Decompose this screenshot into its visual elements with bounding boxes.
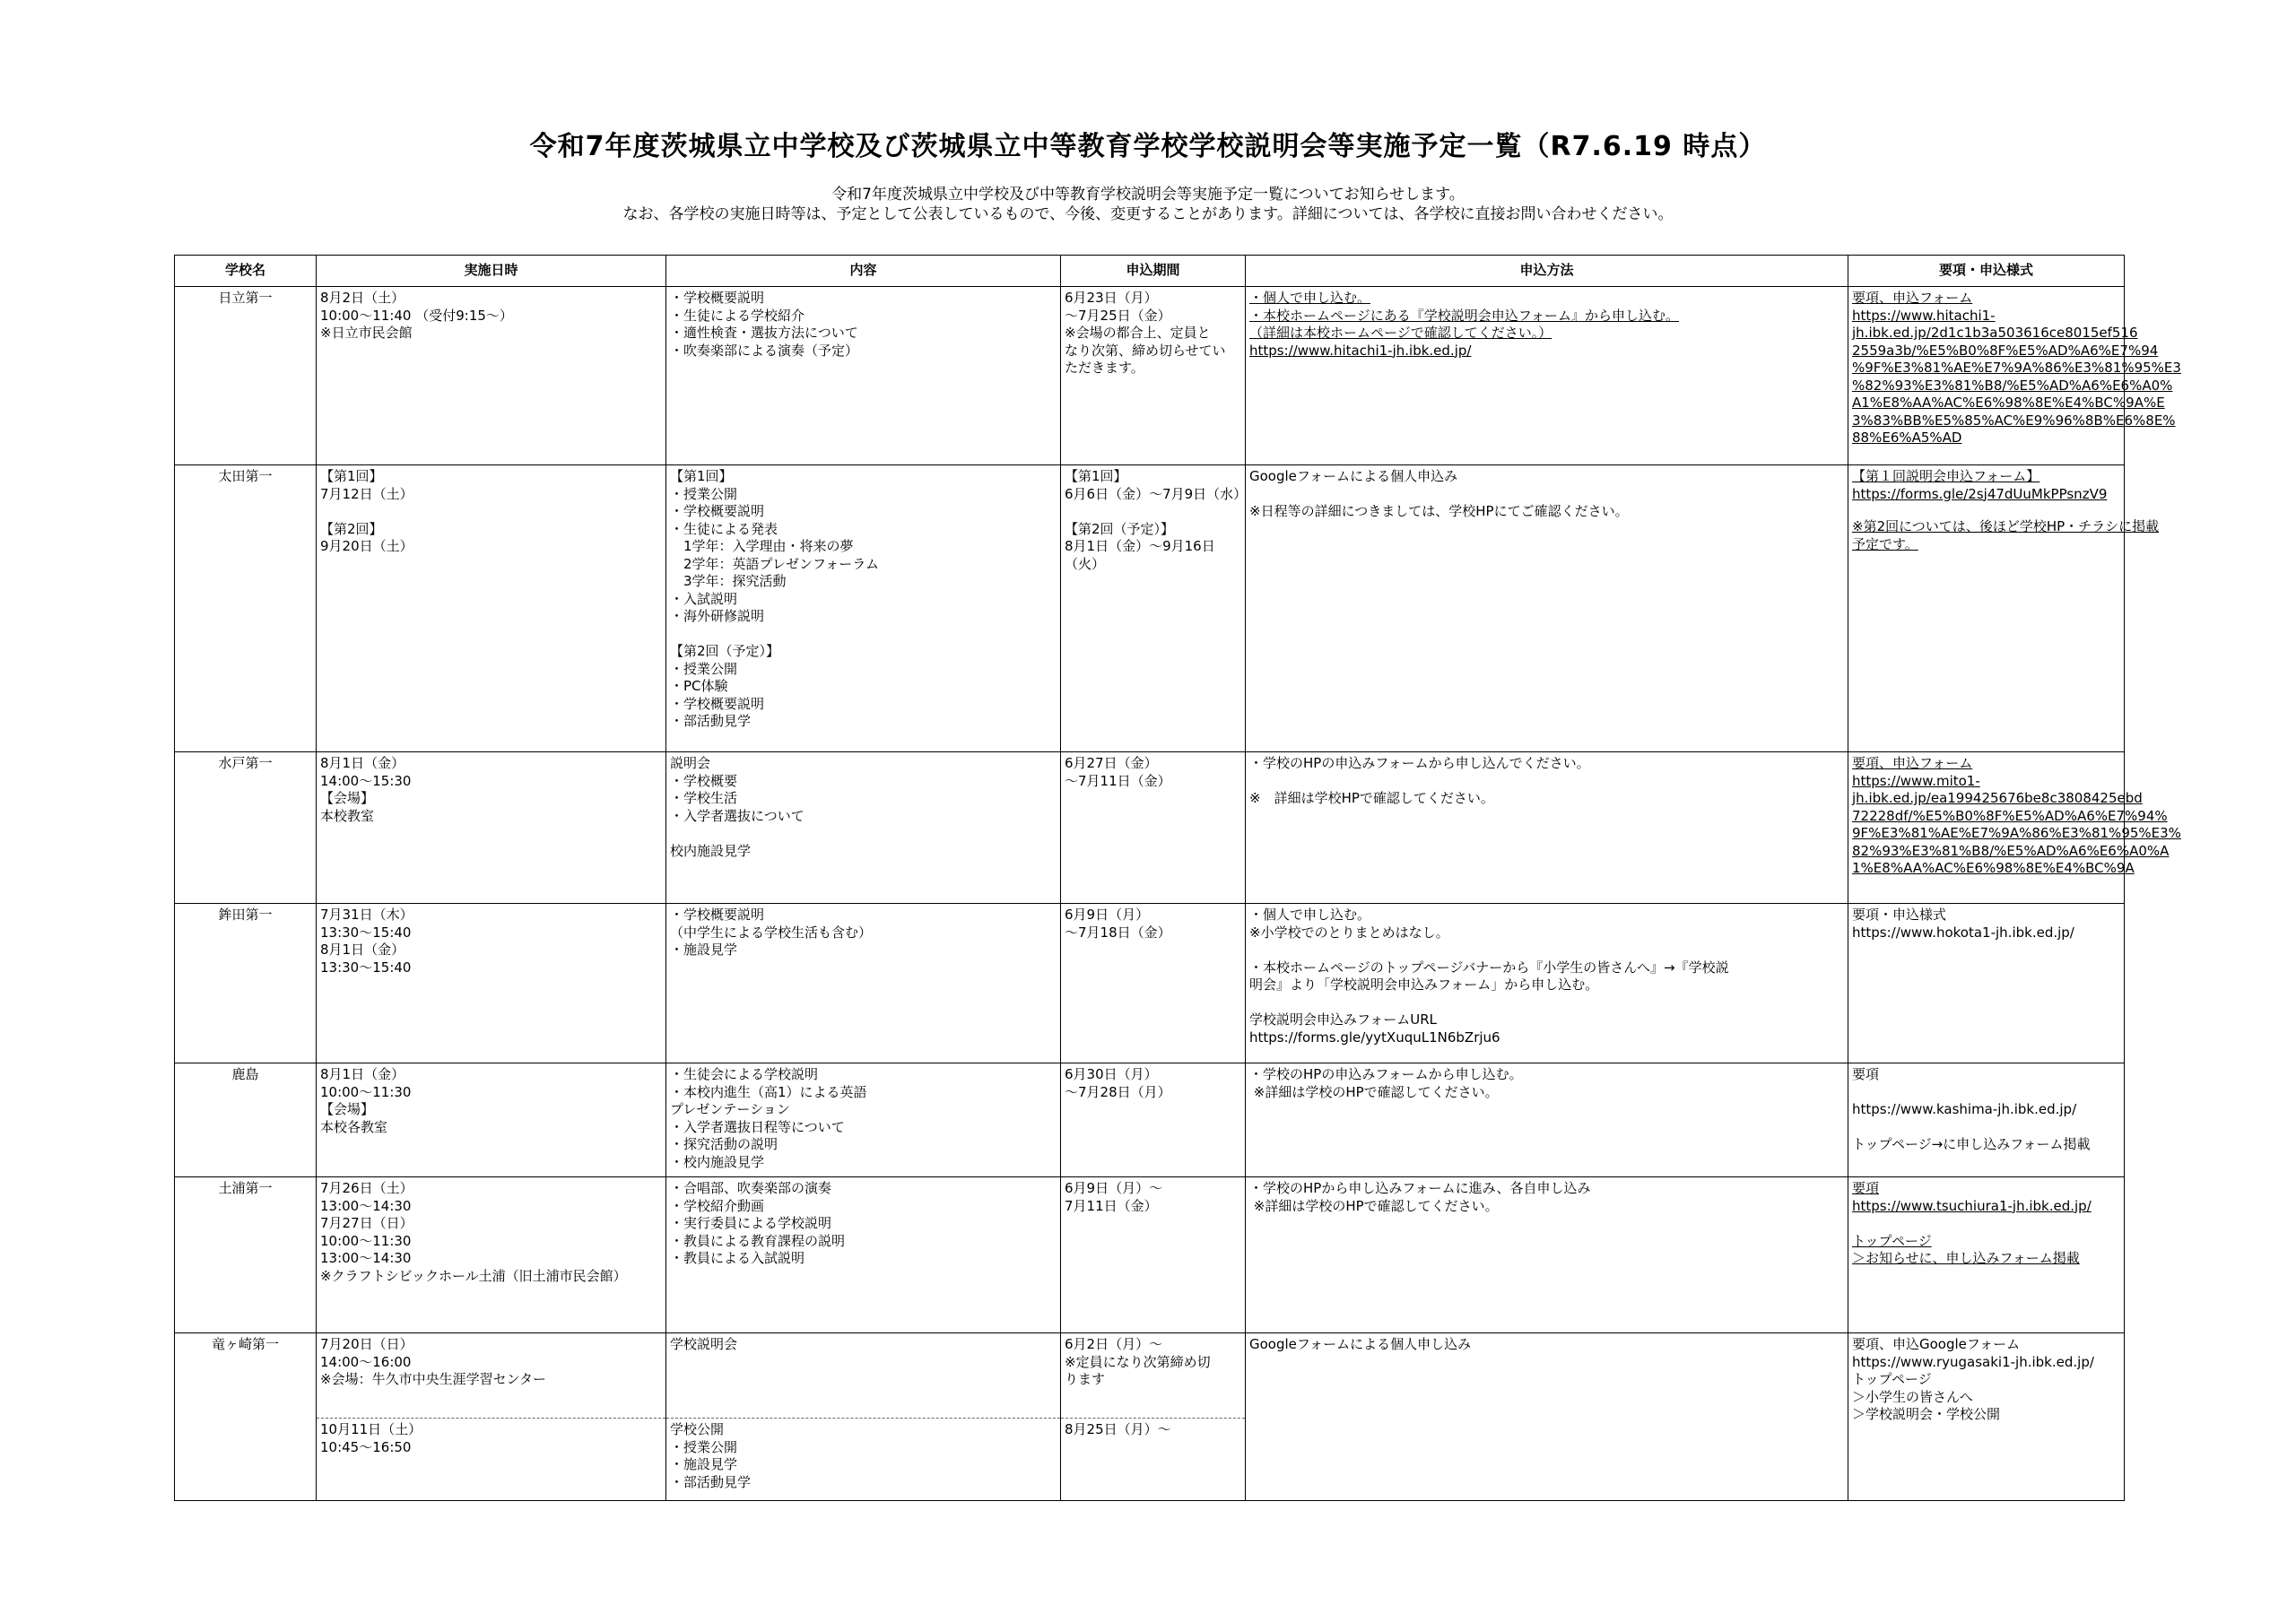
cell-text-line: 要項・申込様式 xyxy=(1852,907,1947,923)
table-row xyxy=(175,1177,2125,1333)
table-row xyxy=(175,287,2125,465)
cell-text-line: ・個人で申し込む。 xyxy=(1249,290,1371,306)
cell-text-line: 【第1回】 xyxy=(320,468,383,484)
cell-text-line: A1%E8%AA%AC%E6%98%8E%E4%BC%9A%E xyxy=(1852,395,2165,411)
cell-text-line: 【第2回（予定）】 xyxy=(1065,520,1175,537)
cell-text-line: 7月12日（土） xyxy=(320,485,413,502)
cell-text-line: ・入学者選抜日程等について xyxy=(670,1118,845,1135)
cell-text-line: 3学年：探究活動 xyxy=(670,573,787,589)
forms-cell xyxy=(1848,287,2181,465)
cell-text-line: 13:00～14:30 xyxy=(320,1197,412,1214)
cell-text-line: ・学校概要 xyxy=(670,772,738,789)
cell-text-line: jh.ibk.ed.jp/2d1c1b3a503616ce8015ef516 xyxy=(1852,325,2138,341)
cell-text-line: Googleフォームによる個人申し込み xyxy=(1249,1336,1472,1352)
method-cell xyxy=(1246,1333,1848,1501)
cell-text-line: 要項 xyxy=(1852,1180,1880,1196)
school-name: 日立第一 xyxy=(175,287,317,465)
method-cell xyxy=(1246,287,1848,465)
cell-text-line: ・学校のHPから申し込みフォームに進み、各自申し込み xyxy=(1249,1180,1591,1196)
cell-text-line: 8月1日（金） xyxy=(320,755,405,771)
cell-text-line: %9F%E3%81%AE%E7%9A%86%E3%81%95%E3 xyxy=(1852,360,2181,376)
header-row xyxy=(175,256,2125,287)
cell-text-line: （詳細は本校ホームページで確認してください。） xyxy=(1249,325,1552,341)
cell-text-line: 9F%E3%81%AE%E7%9A%86%E3%81%95%E3% xyxy=(1852,825,2181,841)
cell-text-line: 【会場】 xyxy=(320,790,375,806)
datetime-cell xyxy=(317,1333,666,1501)
cell-text-line: ・学校生活 xyxy=(670,790,738,806)
cell-text-line: ・授業公開 xyxy=(670,1438,738,1455)
cell-text-line: ※日立市民会館 xyxy=(320,325,413,341)
cell-text-line: ・校内施設見学 xyxy=(670,1153,765,1170)
school-name: 鉾田第一 xyxy=(175,904,317,1063)
cell-text-line: %82%93%E3%81%B8/%E5%AD%A6%E6%A0% xyxy=(1852,377,2173,394)
intro-line: 令和7年度茨城県立中学校及び中等教育学校説明会等実施予定一覧についてお知らせします。 xyxy=(831,186,1465,204)
cell-text-line: ・教員による入試説明 xyxy=(670,1250,805,1266)
url-link[interactable]: https://www.mito1- xyxy=(1852,772,1980,789)
cell-text-line xyxy=(1852,1215,2120,1233)
cell-text-line: ～7月25日（金） xyxy=(1065,307,1171,324)
forms-cell xyxy=(1848,465,2160,752)
intro-line: なお、各学校の実施日時等は、予定として公表しているもので、今後、変更することがあります。詳細については、各学校に直接お問い合わせください。 xyxy=(622,205,1674,223)
cell-text-line: ・合唱部、吹奏楽部の演奏 xyxy=(670,1180,832,1196)
cell-text-line: jh.ibk.ed.jp/ea199425676be8c3808425ebd xyxy=(1852,790,2143,806)
cell-text-line: ※ 詳細は学校HPで確認してください。 xyxy=(1249,790,1494,806)
cell-text-line: 7月27日（日） xyxy=(320,1215,413,1231)
cell-text-line: ・学校のHPの申込みフォームから申し込む。 xyxy=(1249,1066,1523,1082)
period-cell xyxy=(1061,1177,1246,1333)
period-cell xyxy=(1061,904,1246,1063)
cell-text-line: トップページ xyxy=(1852,1371,1932,1387)
datetime-cell xyxy=(317,465,666,752)
datetime-cell xyxy=(317,1177,666,1333)
cell-text-line: 14:00～16:00 xyxy=(320,1353,412,1370)
cell-text-line: ・施設見学 xyxy=(670,1456,738,1472)
school-name: 土浦第一 xyxy=(175,1177,317,1333)
cell-text-line xyxy=(670,825,1057,843)
cell-text-line: ※日程等の詳細につきましては、学校HPにてご確認ください。 xyxy=(1249,503,1629,519)
cell-text-line xyxy=(1852,1119,2120,1137)
cell-text-line: ・授業公開 xyxy=(670,485,738,502)
cell-text-line: 【第2回】 xyxy=(320,520,383,537)
method-cell xyxy=(1246,1063,1848,1177)
cell-text-line: 6月9日（月） xyxy=(1065,907,1150,923)
cell-text-line: ※詳細は学校のHPで確認してください。 xyxy=(1249,1197,1499,1214)
cell-text-line: 1%E8%AA%AC%E6%98%8E%E4%BC%9A xyxy=(1852,860,2135,876)
datetime-cell xyxy=(317,752,666,904)
cell-text-line: 要項 xyxy=(1852,1066,1880,1082)
table-row xyxy=(175,752,2125,904)
cell-text-line: 【会場】 xyxy=(320,1101,375,1117)
cell-text-line xyxy=(1852,503,2120,518)
cell-text-line: 13:30～15:40 xyxy=(320,959,412,976)
table-row xyxy=(175,465,2125,752)
cell-text-line: ※小学校でのとりまとめはなし。 xyxy=(1249,924,1449,941)
cell-text-line: 本校教室 xyxy=(320,807,375,824)
cell-text-line: ・探究活動の説明 xyxy=(670,1136,778,1152)
url-link[interactable]: https://www.hokota1-jh.ibk.ed.jp/ xyxy=(1852,924,2074,941)
method-cell xyxy=(1246,752,1848,904)
cell-text-line: 【第2回（予定）】 xyxy=(670,643,780,659)
cell-text-line: 7月11日（金） xyxy=(1065,1197,1158,1214)
cell-text-line: ・学校概要説明 xyxy=(670,907,765,923)
url-link[interactable]: https://www.ryugasaki1-jh.ibk.ed.jp/ xyxy=(1852,1353,2094,1370)
cell-text-line: 【第1回】 xyxy=(1065,468,1127,484)
cell-text-line xyxy=(320,503,662,521)
method-cell xyxy=(1246,904,1848,1063)
cell-text-line xyxy=(1065,503,1241,521)
header-method: 申込方法 xyxy=(1246,256,1848,287)
cell-text-line: ・部活動見学 xyxy=(670,713,752,729)
cell-text-line: 6月23日（月） xyxy=(1065,290,1158,306)
table-row xyxy=(175,904,2125,1063)
school-name: 太田第一 xyxy=(175,465,317,752)
cell-text-line: 予定です。 xyxy=(1852,535,1918,552)
cell-text-line: ※会場の都合上、定員と xyxy=(1065,325,1211,341)
cell-text-line: 10月11日（土） xyxy=(320,1421,422,1437)
header-school: 学校名 xyxy=(175,256,317,287)
header-content: 内容 xyxy=(666,256,1061,287)
cell-text-line: 10:00～11:30 xyxy=(320,1083,412,1100)
cell-text-line: 明会』より「学校説明会申込みフォーム」から申し込む。 xyxy=(1249,976,1599,993)
cell-text-line: 13:30～15:40 xyxy=(320,924,412,941)
cell-text-line: ・本校内進生（高1）による英語 xyxy=(670,1083,867,1100)
cell-text-line: トップページ xyxy=(1852,1232,1932,1249)
forms-cell xyxy=(1848,904,2125,1063)
forms-cell xyxy=(1848,1333,2125,1501)
cell-text-line: （中学生による学校生活も含む） xyxy=(670,924,873,941)
cell-text-line: 10:00～11:30 xyxy=(320,1232,412,1249)
cell-text-line: 10:45～16:50 xyxy=(320,1438,412,1455)
cell-text-line: 学校説明会 xyxy=(670,1336,738,1352)
cell-text-line: 要項、申込Googleフォーム xyxy=(1852,1336,2021,1352)
cell-text-line: ＞小学生の皆さんへ xyxy=(1852,1388,1973,1405)
cell-text-line: 7月26日（土） xyxy=(320,1180,413,1196)
cell-text-line: ・部活動見学 xyxy=(670,1473,752,1490)
cell-text-line: 【第1回】 xyxy=(670,468,733,484)
cell-text-line: ・学校のHPの申込みフォームから申し込んでください。 xyxy=(1249,755,1590,771)
cell-text-line: ・生徒による学校紹介 xyxy=(670,307,805,324)
cell-text-line: トップページ→に申し込みフォーム掲載 xyxy=(1852,1136,2091,1152)
content-cell xyxy=(666,1333,1061,1501)
cell-text-line: ります xyxy=(1065,1371,1106,1387)
forms-cell xyxy=(1848,1063,2125,1177)
cell-text-line: 8月25日（月）～ xyxy=(1065,1421,1171,1437)
cell-text-line: ・生徒による発表 xyxy=(670,520,778,537)
cell-text-line: Googleフォームによる個人申込み xyxy=(1249,468,1458,484)
cell-text-line: 8月1日（金） xyxy=(320,1066,405,1082)
url-link[interactable]: https://www.hitachi1-jh.ibk.ed.jp/ xyxy=(1249,342,1472,359)
period-cell xyxy=(1061,1063,1246,1177)
school-name: 鹿島 xyxy=(175,1063,317,1177)
datetime-cell xyxy=(317,287,666,465)
cell-text-line: 6月2日（月）～ xyxy=(1065,1336,1163,1352)
cell-text-line: ・生徒会による学校説明 xyxy=(670,1066,819,1082)
school-name: 水戸第一 xyxy=(175,752,317,904)
cell-text-line: ～7月28日（月） xyxy=(1065,1083,1171,1100)
cell-text-line: ※クラフトシビックホール土浦（旧土浦市民会館） xyxy=(320,1267,627,1284)
header-datetime: 実施日時 xyxy=(317,256,666,287)
cell-text-line: 学校説明会申込みフォームURL xyxy=(1249,1011,1438,1028)
cell-text-line: 8月1日（金）～9月16日 xyxy=(1065,538,1215,554)
cell-text-line: ・教員による教育課程の説明 xyxy=(670,1232,846,1249)
cell-text-line: 本校各教室 xyxy=(320,1118,388,1135)
schedule-table xyxy=(174,255,2181,1501)
url-link[interactable]: https://www.hitachi1- xyxy=(1852,307,1996,324)
url-link[interactable]: https://www.kashima-jh.ibk.ed.jp/ xyxy=(1852,1101,2077,1117)
cell-text-line: ～7月18日（金） xyxy=(1065,924,1171,941)
method-cell xyxy=(1246,465,1848,752)
cell-text-line: 学校公開 xyxy=(670,1421,725,1437)
cell-text-line: 7月20日（日） xyxy=(320,1336,413,1352)
cell-text-line: 8月1日（金） xyxy=(320,942,405,958)
cell-text-line: 13:00～14:30 xyxy=(320,1250,412,1266)
cell-text-line xyxy=(1852,1084,2120,1102)
cell-text-line: 6月30日（月） xyxy=(1065,1066,1158,1082)
cell-text-line: ・学校概要説明 xyxy=(670,503,765,519)
period-cell xyxy=(1061,1333,1246,1501)
cell-text-line: ＞学校説明会・学校公開 xyxy=(1852,1406,2001,1422)
cell-text-line: ・実行委員による学校説明 xyxy=(670,1215,832,1231)
cell-text-line: 6月27日（金） xyxy=(1065,755,1158,771)
cell-text-line: 8月2日（土） xyxy=(320,290,405,306)
table-row xyxy=(175,1333,2125,1501)
forms-cell xyxy=(1848,1177,2125,1333)
cell-text-line: 72228df/%E5%B0%8F%E5%AD%A6%E7%94% xyxy=(1852,807,2168,824)
cell-text-line: 10:00～11:40 （受付9:15～） xyxy=(320,307,513,324)
cell-text-line xyxy=(1249,994,1844,1012)
cell-text-line: ・適性検査・選抜方法について xyxy=(670,325,858,341)
cell-text-line: 2学年：英語プレゼンフォーラム xyxy=(670,555,880,572)
cell-text-line: なり次第、締め切らせてい xyxy=(1065,342,1226,359)
content-cell xyxy=(666,904,1061,1063)
cell-text-line xyxy=(670,626,1057,644)
cell-text-line: 要項、申込フォーム xyxy=(1852,755,1973,771)
page-title: 令和7年度茨城県立中学校及び茨城県立中等教育学校学校説明会等実施予定一覧（R7.6.19 時点） xyxy=(529,131,1767,162)
content-cell xyxy=(666,465,1061,752)
cell-text-line: ・海外研修説明 xyxy=(670,608,765,624)
content-cell xyxy=(666,752,1061,904)
cell-text-line: ・入試説明 xyxy=(670,590,738,607)
cell-text-line: プレゼンテーション xyxy=(670,1101,790,1117)
cell-text-line: ＞お知らせに、申し込みフォーム掲載 xyxy=(1852,1250,2080,1266)
cell-text-line: ※詳細は学校のHPで確認してください。 xyxy=(1249,1083,1499,1100)
cell-text-line: 88%E6%A5%AD xyxy=(1852,430,1962,446)
cell-text-line: 2559a3b/%E5%B0%8F%E5%AD%A6%E7%94 xyxy=(1852,342,2159,359)
cell-text-line: ・本校ホームページにある『学校説明会申込フォーム』から申し込む。 xyxy=(1249,307,1679,324)
cell-text-line xyxy=(1249,942,1844,959)
cell-text-line: 82%93%E3%81%B8/%E5%AD%A6%E6%A0%A xyxy=(1852,842,2170,859)
cell-text-line: ※会場：牛久市中央生涯学習センター xyxy=(320,1371,546,1387)
cell-text-line: ・PC体験 xyxy=(670,678,728,694)
cell-text-line: ・本校ホームページのトップページバナーから『小学生の皆さんへ』→『学校説 xyxy=(1249,959,1729,976)
cell-text-line xyxy=(1249,773,1844,791)
cell-text-line: ・学校概要説明 xyxy=(670,290,765,306)
cell-text-line: ・学校概要説明 xyxy=(670,695,765,712)
content-cell xyxy=(666,1177,1061,1333)
cell-text-line: ただきます。 xyxy=(1065,360,1144,376)
url-link[interactable]: https://forms.gle/2sj47dUuMkPPsnzV9 xyxy=(1852,485,2108,502)
content-cell xyxy=(666,1063,1061,1177)
cell-text-line: （火） xyxy=(1065,555,1106,572)
period-cell xyxy=(1061,465,1246,752)
school-name: 竜ヶ崎第一 xyxy=(175,1333,317,1501)
cell-text-line: 14:00～15:30 xyxy=(320,772,412,789)
forms-cell xyxy=(1848,752,2181,904)
cell-text-line: ・入学者選抜について xyxy=(670,807,804,824)
cell-text-line: ※第2回については、後ほど学校HP・チラシに掲載 xyxy=(1852,518,2160,534)
table-row xyxy=(175,1063,2125,1177)
cell-text-line: ・吹奏楽部による演奏（予定） xyxy=(670,342,859,359)
cell-text-line: 6月6日（金）～7月9日（水） xyxy=(1065,485,1248,502)
method-cell xyxy=(1246,1177,1848,1333)
cell-text-line: 【第１回説明会申込フォーム】 xyxy=(1852,468,2040,484)
cell-text-line: 9月20日（土） xyxy=(320,538,413,554)
cell-text-line: ・施設見学 xyxy=(670,942,738,958)
cell-text-line: 1学年：入学理由・将来の夢 xyxy=(670,538,854,554)
period-cell xyxy=(1061,287,1246,465)
cell-text-line xyxy=(1249,486,1844,504)
cell-text-line: 3%83%BB%E5%85%AC%E9%96%8B%E6%8E% xyxy=(1852,412,2176,429)
intro-text xyxy=(0,185,2296,224)
cell-text-line: 要項、申込フォーム xyxy=(1852,290,1973,306)
cell-text-line: ・個人で申し込む。 xyxy=(1249,907,1371,923)
cell-text-line: ～7月11日（金） xyxy=(1065,772,1171,789)
period-cell xyxy=(1061,752,1246,904)
cell-text-line: ・授業公開 xyxy=(670,660,738,677)
datetime-cell xyxy=(317,1063,666,1177)
header-period: 申込期間 xyxy=(1061,256,1246,287)
content-cell xyxy=(666,287,1061,465)
cell-text-line: ・学校紹介動画 xyxy=(670,1197,765,1214)
url-link[interactable]: https://forms.gle/yytXuquL1N6bZrju6 xyxy=(1249,1028,1500,1046)
header-forms: 要項・申込様式 xyxy=(1848,256,2125,287)
cell-text-line: 校内施設見学 xyxy=(670,842,752,859)
cell-text-line: 6月9日（月）～ xyxy=(1065,1180,1163,1196)
datetime-cell xyxy=(317,904,666,1063)
cell-text-line: ※定員になり次第締め切 xyxy=(1065,1353,1211,1370)
cell-text-line: 説明会 xyxy=(670,755,711,771)
url-link[interactable]: https://www.tsuchiura1-jh.ibk.ed.jp/ xyxy=(1852,1197,2092,1214)
cell-text-line: 7月31日（木） xyxy=(320,907,413,923)
